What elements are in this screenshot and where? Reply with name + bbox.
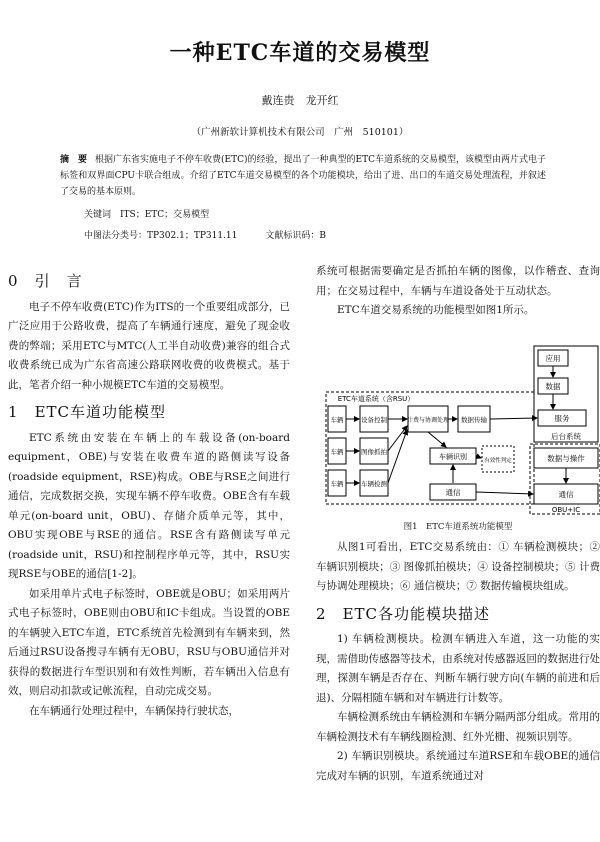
right-column-bottom	[316, 538, 600, 786]
section-2-heading	[316, 605, 600, 625]
sec1-paragraph-1: ETC系统由安装在车辆上的车载设备(on-board equipment，OBE)与安装在收费车道的路侧读写设备(roadside equipment，RSE)构成。OBE与RSE之间进行通信，完成数据交换，实现车辆不停车收费。OBE含有车载单元(on-board unit，OBU)、存储介质单元等，其中，OBU实现OBE与RSE的通信。RSE含有路侧读写单元(roadside unit，RSU)和控制程序单元等，其中，RSU实现RSE与OBE的通信[1-2]。	[8, 431, 290, 580]
classification	[84, 228, 326, 241]
label-vehicle-identify: 车辆识别	[439, 453, 467, 461]
sec2-paragraph-2: 车辆检测系统由车辆检测和车辆分隔两部分组成。常用的车辆检测技术有车辆线圈检测、红外光栅、视频识别等。	[316, 711, 600, 743]
figure-1-diagram	[316, 344, 600, 516]
right-paragraph-2: ETC车道交易系统的功能模型如图1所示。	[337, 304, 535, 316]
label-vehicle-2: 车辆	[330, 448, 344, 456]
right-paragraph-1: 系统可根据需要确定是否抓拍车辆的图像，以作稽查、查询用；在交易过程中，车辆与车道设备处于互动状态。	[316, 265, 600, 297]
abstract-text: 根据广东省实施电子不停车收费(ETC)的经验，提出了一种典型的ETC车道系统的交易模型，该模型由两片式电子标签和双界面CPU卡联合组成。介绍了ETC车道交易模型的各个功能模块，给出了进、出口的车道交易处理流程，并叙述了交易的基本原则。	[60, 155, 546, 197]
label-vehicle-1: 车辆	[330, 416, 344, 424]
figure-caption: 图1 ETC车道系统功能模型	[403, 522, 513, 532]
label-data: 数据	[545, 382, 561, 391]
label-vehicle-detect: 车辆检测	[361, 480, 387, 488]
right-column-top	[316, 262, 600, 321]
abstract	[60, 152, 546, 200]
sec1-paragraph-3: 在车辆通行处理过程中，车辆保持行驶状态，	[29, 704, 239, 717]
section-0-title: 引 言	[34, 272, 83, 290]
label-vehicle-3: 车辆	[330, 480, 344, 488]
sec2-paragraph-3: 2) 车辆识别模块。系统通过车道RSE和车载OBE的通信完成对车辆的识别，车道系统通过对	[316, 750, 600, 782]
clc-number: 中图法分类号：TP302.1；TP311.11	[84, 231, 238, 241]
label-comm: 通信	[445, 488, 461, 497]
label-service: 服务	[554, 414, 570, 423]
section-1-number: 1	[8, 403, 19, 421]
label-calc: 计费与协调处理	[406, 417, 450, 424]
authors: 戴连贵 龙开红	[261, 94, 339, 107]
left-column	[8, 272, 290, 721]
section-2-number: 2	[316, 604, 327, 623]
intro-paragraph: 电子不停车收费(ETC)作为ITS的一个重要组成部分，已广泛应用于公路收费，提高了车辆通行速度，避免了现金收费的弊端；采用ETC与MTC(人工半自动收费)兼容的组合式收费系统已成为广东省高速公路联网收费的收费模式。基于此，笔者介绍一种小规模ETC车道的交易模型。	[8, 300, 290, 391]
affiliation: （广州新软计算机技术有限公司 广州 510101）	[191, 127, 409, 138]
label-app: 应用	[545, 354, 561, 363]
doc-code: 文献标识码：B	[265, 231, 326, 241]
section-1-heading	[8, 403, 290, 423]
label-data-transfer: 数据传输	[461, 416, 487, 424]
section-0-number: 0	[8, 272, 19, 290]
label-data-operation: 数据与操作	[547, 454, 585, 463]
label-validity: 有效性判定	[484, 458, 512, 464]
sec1-paragraph-2: 如采用单片式电子标签时，OBE就是OBU；如采用两片式电子标签时，OBE则由OBU和IC卡组成。当设置的OBE的车辆驶入ETC车道，ETC系统首先检测到有车辆来到，然后通过RSU设备搜寻车辆有无OBU，RSU与OBU通信并对获得的数据进行车型识别和有效性判断，若车辆出入信息有效，则启动扣款或记帐流程，自动完成交易。	[8, 587, 290, 697]
label-comm2: 通信	[558, 490, 574, 499]
paper-title: 一种ETC车道的交易模型	[169, 40, 431, 66]
label-backend: 后台系统	[551, 432, 581, 441]
section-1-title: ETC车道功能模型	[34, 403, 166, 421]
label-rsu-system: ETC车道系统（含RSU）	[337, 395, 415, 403]
abstract-label: 摘 要	[60, 155, 88, 165]
label-image-capture: 图像抓拍	[361, 448, 387, 456]
section-2-title: ETC各功能模块描述	[342, 604, 490, 623]
label-obu: OBU+IC	[551, 506, 581, 514]
keywords: 关键词 ITS；ETC；交易模型	[84, 210, 210, 220]
sec2-paragraph-1: 1) 车辆检测模块。检测车辆进入车道，这一功能的实现，需借助传感器等技术，由系统对传感器返回的数据进行处理，探测车辆是否存在、判断车辆行驶方向(车辆的前进和后退)、分隔相随车辆和对车辆进行计数等。	[316, 633, 600, 704]
section-0-heading	[8, 272, 290, 292]
label-device-control: 设备控制	[361, 416, 387, 424]
modules-paragraph: 从图1可看出，ETC交易系统由：① 车辆检测模块；② 车辆识别模块；③ 图像抓拍模块；④ 设备控制模块；⑤ 计费与协调处理模块；⑥ 通信模块；⑦ 数据传输模块组成。	[316, 541, 600, 592]
